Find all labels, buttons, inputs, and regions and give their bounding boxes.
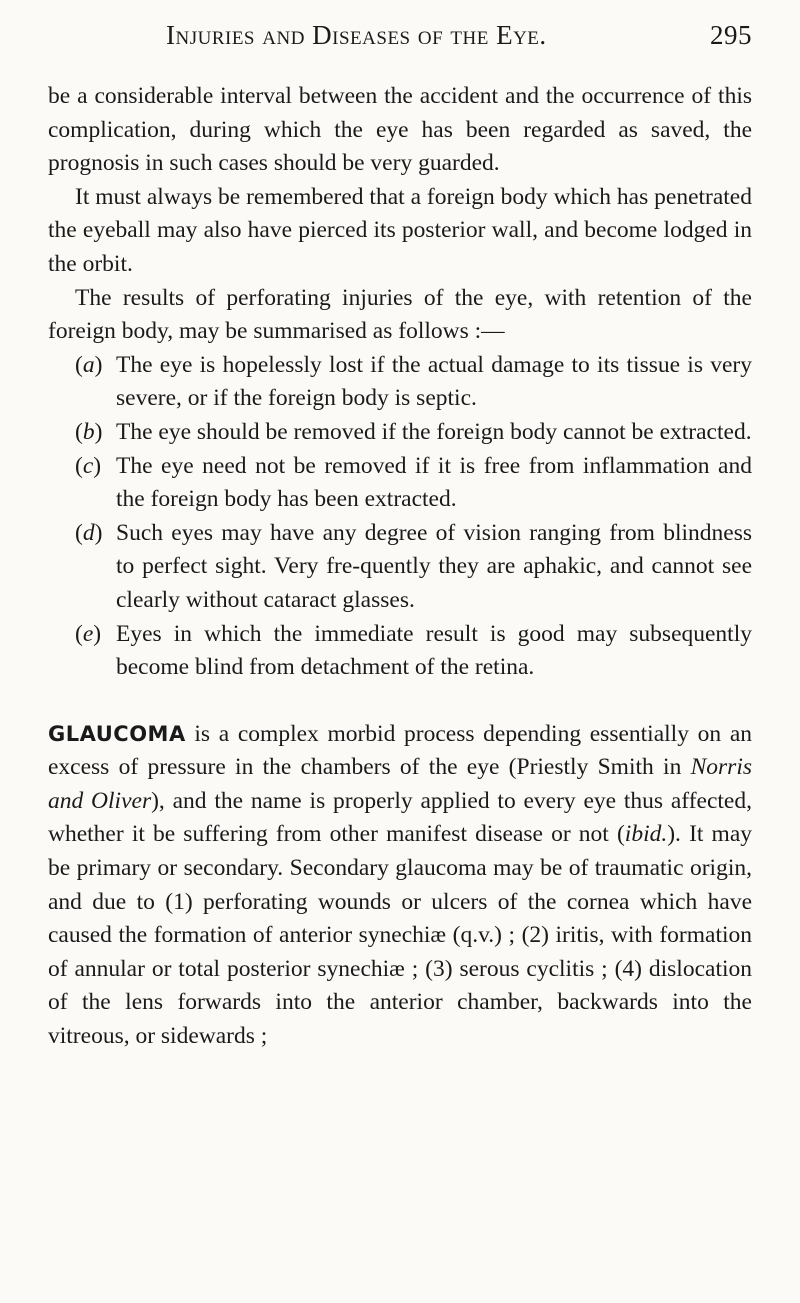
section-heading: GLAUCOMA — [48, 721, 186, 746]
list-item-text: Eyes in which the immediate result is good may subsequently become blind from detachment of the retina. — [116, 620, 752, 681]
list-item-text: The eye need not be removed if it is free from inflammation and the foreign body has been extracted. — [116, 452, 752, 513]
list-item-label: (e) — [75, 620, 102, 647]
ibid-citation: ibid. — [624, 821, 668, 848]
list-item-label: (b) — [75, 418, 103, 445]
page-number: 295 — [710, 20, 752, 50]
list-item-label: (a) — [75, 351, 103, 378]
paragraph-results: The results of perforating injuries of the eye, with retention of the foreign body, may be summarised as follows :— — [48, 284, 752, 345]
paragraph-prognosis: be a considerable interval between the accident and the occurrence of this complication, during which the eye has been regarded as saved, the prognosis in such cases should be very guarded. — [48, 83, 752, 177]
reference-citation: Norris and Oliver — [48, 754, 752, 814]
list-item-label: (d) — [75, 519, 103, 546]
page-body — [48, 80, 752, 1054]
running-title: Injuries and Diseases of the Eye. — [166, 20, 547, 50]
list-item — [48, 416, 752, 450]
list-item-text: The eye should be removed if the foreign body cannot be extracted. — [116, 418, 752, 445]
list-item — [48, 618, 752, 685]
paragraph-glaucoma: GLAUCOMA is a complex morbid process depending essentially on an excess of pressure in the chambers of the eye (Priestly Smith in Norris and Oliver), and the name is properly applied to every eye thus affected, whether it be suffering from other manifest disease or not (ibid.). It may be primary or secondary. Secondary glaucoma may be of traumatic origin, and due to (1) perforating wounds or ulcers of the cornea which have caused the formation of anterior synechiæ (q.v.) ; (2) iritis, with formation of annular or total posterior synechiæ ; (3) serous cyclitis ; (4) dislocation of the lens forwards into the anterior chamber, backwards into the vitreous, or sidewards ; — [48, 720, 753, 1050]
list-item — [48, 450, 752, 517]
list-item-text: Such eyes may have any degree of vision ranging from blindness to perfect sight. Very fre-quently they are aphakic, and cannot see clearly without cataract glasses. — [116, 519, 752, 613]
list-item-label: (c) — [75, 452, 102, 479]
list-item — [48, 517, 752, 618]
results-list — [48, 349, 752, 685]
list-item-text: The eye is hopelessly lost if the actual damage to its tissue is very severe, or if the foreign body is septic. — [116, 351, 752, 412]
running-header — [166, 20, 752, 51]
paragraph-orbit: It must always be remembered that a foreign body which has penetrated the eyeball may also have pierced its posterior wall, and become lodged in the orbit. — [48, 183, 752, 277]
list-item — [48, 349, 752, 416]
